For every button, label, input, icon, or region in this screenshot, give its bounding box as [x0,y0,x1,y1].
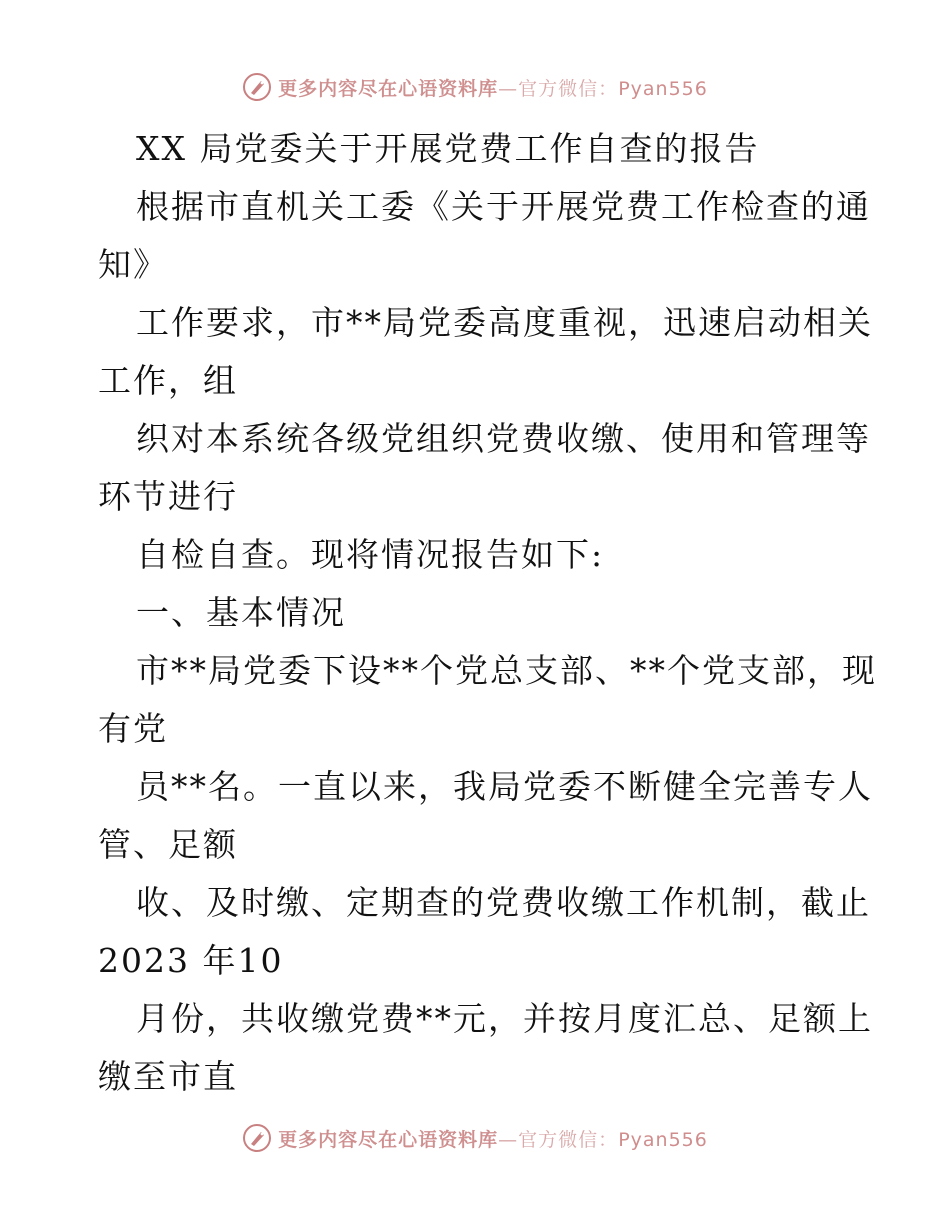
paragraph-line: 月份，共收缴党费**元，并按月度汇总、足额上 [136,999,873,1038]
watermark-label: 官方微信： [518,77,619,100]
pen-nib-logo-icon [242,72,272,102]
paragraph-line: 管、足额 [98,825,238,864]
watermark-separator: — [498,77,519,100]
paragraph-line: 自检自查。现将情况报告如下: [136,535,605,574]
watermark-text [278,74,708,101]
document-body [98,120,877,1106]
paragraph-line: 2023 年10 [98,941,284,980]
paragraph-line: 工作，组 [98,361,238,400]
paragraph-line: 根据市直机关工委《关于开展党费工作检查的通 [136,187,871,226]
document-title: XX 局党委关于开展党费工作自查的报告 [136,129,760,168]
watermark-text [278,1125,708,1152]
paragraph-line: 缴至市直 [98,1057,238,1096]
section-heading: 一、基本情况 [136,593,346,632]
pen-nib-logo-icon [242,1123,272,1153]
paragraph-line: 工作要求，市**局党委高度重视，迅速启动相关 [136,303,873,342]
paragraph-line: 员**名。一直以来，我局党委不断健全完善专人 [136,767,873,806]
paragraph-line: 收、及时缴、定期查的党费收缴工作机制，截止 [136,883,871,922]
paragraph-line: 环节进行 [98,477,238,516]
watermark-id: Pyan556 [618,1128,708,1151]
footer-watermark [0,1123,950,1153]
paragraph-line: 织对本系统各级党组织党费收缴、使用和管理等 [136,419,871,458]
paragraph-line: 有党 [98,709,168,748]
watermark-separator: — [498,1128,519,1151]
watermark-label: 官方微信： [518,1128,619,1151]
watermark-brand: 更多内容尽在心语资料库 [278,77,499,100]
header-watermark [0,72,950,102]
paragraph-line: 知》 [98,245,168,284]
paragraph-line: 市**局党委下设**个党总支部、**个党支部，现 [136,651,877,690]
watermark-brand: 更多内容尽在心语资料库 [278,1128,499,1151]
watermark-id: Pyan556 [618,77,708,100]
